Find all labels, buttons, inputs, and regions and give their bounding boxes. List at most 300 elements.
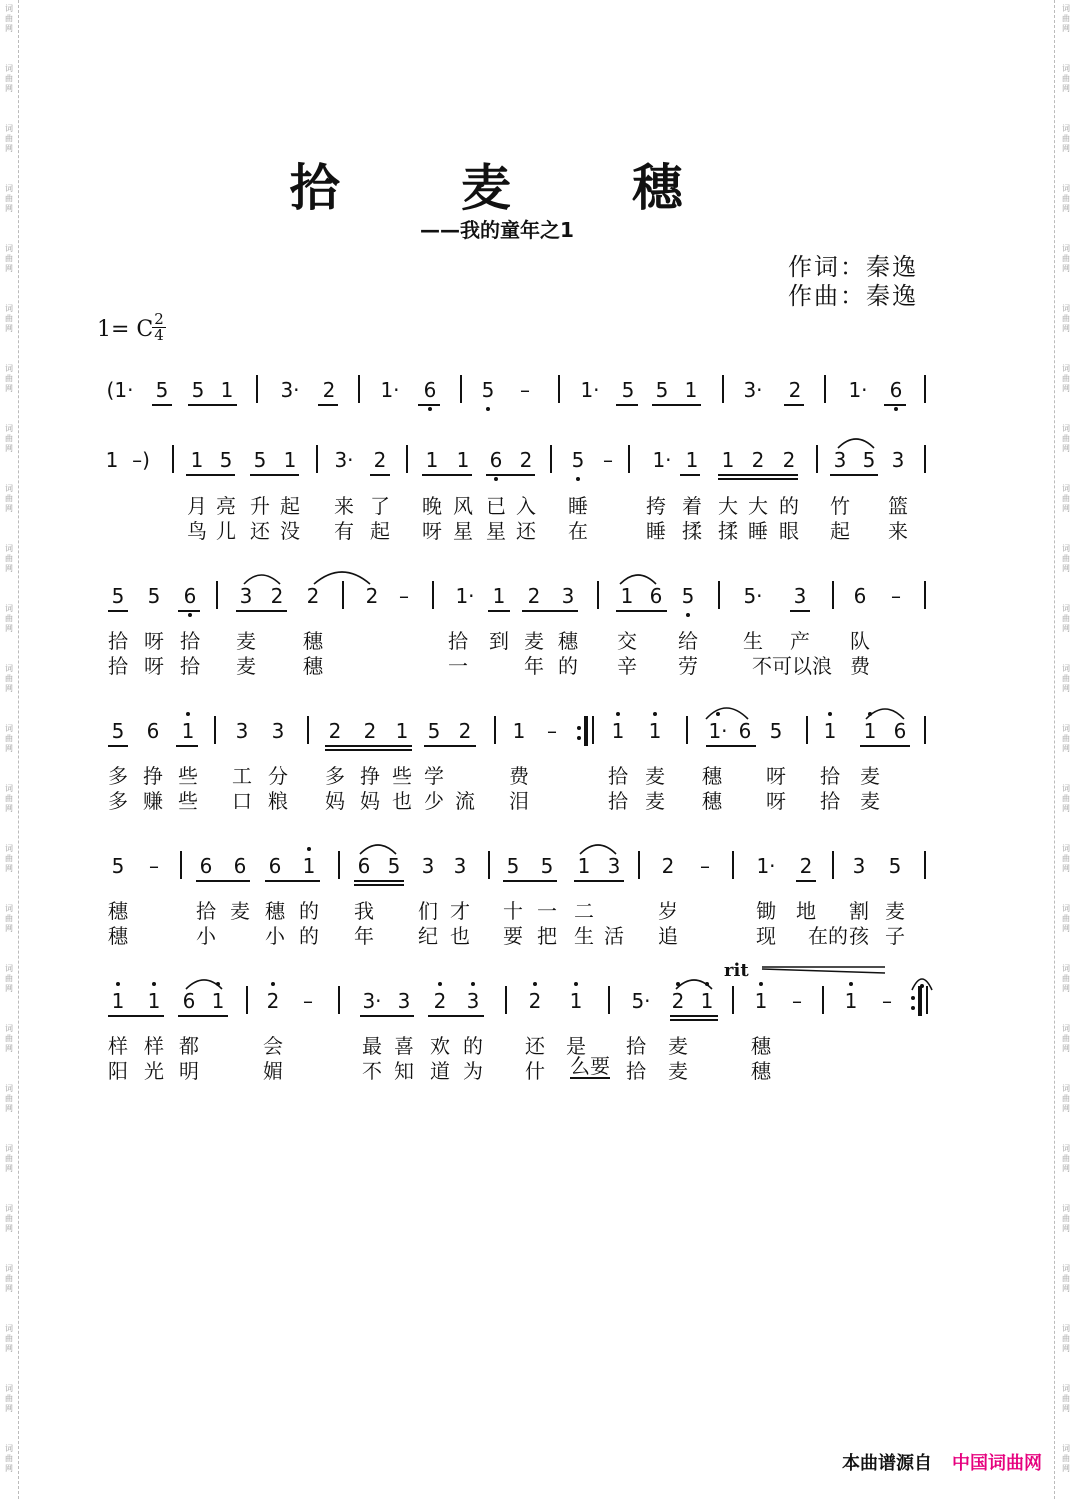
score-note: 2: [429, 989, 451, 1013]
beat-underline: [680, 474, 700, 476]
lyric-char: 我: [354, 899, 374, 923]
score-note: 2: [782, 448, 796, 472]
lyric-char: 鸟: [187, 519, 207, 543]
lyric-char: 麦: [885, 899, 905, 923]
score-note: 5: [111, 854, 125, 878]
score-note: 1: [177, 719, 199, 743]
score-note: 3: [453, 854, 467, 878]
score-note: 2: [788, 378, 802, 402]
lyric-char: 了: [370, 494, 390, 518]
beat-underline: [616, 610, 667, 612]
score-note: –: [303, 989, 313, 1013]
watermark-text: 词曲网: [5, 964, 13, 993]
score-note: 5: [540, 854, 554, 878]
watermark-text: 词曲网: [1062, 904, 1070, 933]
lyric-char: 睡: [748, 519, 768, 543]
lyric-char: 多: [108, 764, 128, 788]
time-signature: [152, 312, 166, 343]
bar-line: [550, 445, 552, 473]
lyric-char: 风: [453, 494, 473, 518]
lyric-char: 亮: [216, 494, 236, 518]
lyric-char: 一: [537, 899, 557, 923]
beat-underline: [318, 404, 338, 406]
repeat-dot: [577, 726, 581, 730]
lyric-char: 都: [179, 1034, 199, 1058]
bar-line: [628, 445, 630, 473]
bar-line: [608, 986, 610, 1014]
watermark-text: 词曲网: [5, 304, 13, 333]
fermata: [912, 979, 932, 990]
beat-underline: [424, 745, 476, 747]
bar-line: [316, 445, 318, 473]
score-note: 1: [105, 448, 119, 472]
lyric-char: 道: [430, 1059, 450, 1083]
beat-underline: [108, 1015, 164, 1017]
watermark-text: 词曲网: [5, 1384, 13, 1413]
watermark-text: 词曲网: [5, 1024, 13, 1053]
lyric-char: 麦: [860, 764, 880, 788]
score-note: 1: [859, 719, 881, 743]
lyric-char: 有: [334, 519, 354, 543]
watermark-text: 词曲网: [5, 844, 13, 873]
watermark-text: 词曲网: [1062, 4, 1070, 33]
score-note: 1: [395, 719, 409, 743]
beat-underline: [790, 610, 810, 612]
lyric-char: 挎: [646, 494, 666, 518]
score-note: 5: [155, 378, 169, 402]
lyric-char: 不: [362, 1059, 382, 1083]
lyric-char: 年: [354, 924, 374, 948]
watermark-text: 词曲网: [1062, 1444, 1070, 1473]
watermark-text: 词曲网: [1062, 1084, 1070, 1113]
lyric-char: 到: [489, 629, 509, 653]
score-note: –: [520, 378, 530, 402]
watermark-text: 词曲网: [5, 604, 13, 633]
lyric-char: 妈: [360, 789, 380, 813]
lyric-char: 辛: [617, 654, 637, 678]
bar-line: [338, 851, 340, 879]
bar-line: [558, 375, 560, 403]
score-note: 6: [146, 719, 160, 743]
watermark-text: 词曲网: [5, 364, 13, 393]
lyric-char: 穗: [702, 789, 722, 813]
lyric-char: 还: [516, 519, 536, 543]
lyric-char: 拾: [108, 654, 128, 678]
lyric-char: 要: [503, 924, 523, 948]
watermark-text: 词曲网: [1062, 184, 1070, 213]
lyric-char: 拾: [196, 899, 216, 923]
score-note: 1: [425, 448, 439, 472]
lyric-char: 拾: [608, 764, 628, 788]
lyric-char: 什: [525, 1059, 545, 1083]
lyric-char: 麦: [524, 629, 544, 653]
score-note: 5: [147, 584, 161, 608]
score-note: 5: [769, 719, 783, 743]
left-watermark-strip: [0, 0, 19, 1499]
lyric-char: 拾: [180, 654, 200, 678]
footer-source-label: 本曲谱源自: [842, 1453, 932, 1474]
watermark-text: 词曲网: [1062, 64, 1070, 93]
ritardando-mark: rit: [724, 960, 749, 981]
lyric-char: 起: [280, 494, 300, 518]
bar-line: [722, 375, 724, 403]
beat-underline: [718, 474, 798, 476]
lyric-char: 少: [424, 789, 444, 813]
lyric-char: 分: [268, 764, 288, 788]
score-note: 3·: [362, 989, 382, 1013]
score-note: 5: [655, 378, 669, 402]
bar-line: [246, 986, 248, 1014]
bar-line: [924, 716, 926, 744]
score-note: 3: [239, 584, 253, 608]
beat-underline: [178, 1015, 228, 1017]
beat-underline: [418, 404, 440, 406]
bar-line: [460, 375, 462, 403]
beat-underline: [360, 1015, 414, 1017]
beat-underline: [186, 474, 235, 476]
watermark-text: 词曲网: [1062, 1024, 1070, 1053]
lyric-char: 睡: [646, 519, 666, 543]
score-note: 1: [644, 719, 666, 743]
lyric-char: 拾: [820, 789, 840, 813]
lyric-char: 费: [509, 764, 529, 788]
score-note: 6: [182, 989, 196, 1013]
score-note: 3: [607, 854, 621, 878]
bar-line: [342, 581, 344, 609]
score-note: 5: [111, 584, 125, 608]
score-note: 5: [477, 378, 499, 402]
watermark-text: 词曲网: [1062, 244, 1070, 273]
score-note: 5·: [743, 584, 763, 608]
lyric-char: 口: [232, 789, 252, 813]
lyric-char: 多: [325, 764, 345, 788]
score-note: 3: [891, 448, 905, 472]
lyric-char: 小: [265, 924, 285, 948]
beat-underline: [830, 474, 878, 476]
lyric-char: 产: [790, 629, 810, 653]
lyric-char: 地: [796, 899, 816, 923]
score-note: 5: [191, 378, 205, 402]
bar-line: [686, 716, 688, 744]
score-note: 2: [458, 719, 472, 743]
lyric-char: 一: [448, 654, 468, 678]
beat-underline: [176, 745, 198, 747]
lyric-char: 媚: [263, 1059, 283, 1083]
lyric-char: 费: [850, 654, 870, 678]
lyric-char: 小: [196, 924, 216, 948]
lyric-char: 欢: [430, 1034, 450, 1058]
lyric-char: 喜: [394, 1034, 414, 1058]
repeat-bar-thin: [926, 986, 928, 1014]
lyric-char: 明: [179, 1059, 199, 1083]
lyric-char: 也: [392, 789, 412, 813]
score-note: 6: [649, 584, 663, 608]
score-note: 1: [207, 989, 229, 1013]
score-note: 6: [485, 448, 507, 472]
score-note: 2: [527, 584, 541, 608]
score-note: 6: [199, 854, 213, 878]
lyric-char: 眼: [779, 519, 799, 543]
lyric-char: 拾: [626, 1034, 646, 1058]
lyric-char: 的: [299, 924, 319, 948]
lyric-char: 拾: [448, 629, 468, 653]
bar-line: [180, 851, 182, 879]
beat-underline: [486, 474, 535, 476]
score-note: 6: [893, 719, 907, 743]
beat-underline: [428, 1015, 484, 1017]
beat-underline: [250, 474, 299, 476]
lyric-char: 拾: [180, 629, 200, 653]
score-note: 1: [684, 378, 698, 402]
song-title: 拾 麦 穗: [289, 158, 735, 217]
hairpin: [762, 969, 885, 973]
lyric-char: 在的: [808, 924, 848, 948]
score-note: 1: [220, 378, 234, 402]
score-note: 1·: [848, 378, 868, 402]
lyric-char: 现: [756, 924, 776, 948]
score-note: 6: [233, 854, 247, 878]
lyric-char: 麦: [645, 764, 665, 788]
beat-underline: [422, 474, 472, 476]
lyric-char: 呀: [144, 654, 164, 678]
score-note: 1: [298, 854, 320, 878]
lyric-char: 的: [463, 1034, 483, 1058]
score-note: 1: [143, 989, 165, 1013]
lyric-char: 些: [178, 764, 198, 788]
slur: [620, 575, 656, 584]
score-note: 3: [852, 854, 866, 878]
lyric-char: 追: [658, 924, 678, 948]
score-note: 3: [833, 448, 847, 472]
repeat-dot: [911, 1006, 915, 1010]
lyric-char: 竹: [830, 494, 850, 518]
score-note: 1: [190, 448, 204, 472]
watermark-text: 词曲网: [5, 544, 13, 573]
score-note: 2: [328, 719, 342, 743]
beat-underline: [178, 610, 200, 612]
lyric-char: 们: [418, 899, 438, 923]
score-note: 1: [565, 989, 587, 1013]
watermark-text: 词曲网: [1062, 1324, 1070, 1353]
score-note: 5·: [631, 989, 651, 1013]
watermark-text: 词曲网: [5, 484, 13, 513]
lyric-char: 呀: [766, 789, 786, 813]
score-note: 1: [577, 854, 591, 878]
lyric-char: 大: [748, 494, 768, 518]
score-note: 1: [283, 448, 297, 472]
bar-line: [924, 375, 926, 403]
beat-underline: [503, 880, 557, 882]
score-note: 3·: [743, 378, 763, 402]
watermark-text: 词曲网: [1062, 1384, 1070, 1413]
lyric-char: 穗: [108, 899, 128, 923]
lyric-char: 呀: [766, 764, 786, 788]
lyric-char: 妈: [325, 789, 345, 813]
repeat-bar: [584, 716, 588, 746]
key-signature: 1= C: [97, 317, 154, 342]
score-note: 1·: [652, 448, 672, 472]
bar-line: [732, 986, 734, 1014]
lyric-char: 穗: [558, 629, 578, 653]
lyric-char: 麦: [236, 629, 256, 653]
lyric-char: 穗: [702, 764, 722, 788]
score-note: 6: [885, 378, 907, 402]
lyric-char: 挣: [360, 764, 380, 788]
score-note: 6: [853, 584, 867, 608]
lyric-char: 是: [566, 1034, 586, 1058]
beat-underline: [796, 880, 816, 882]
song-subtitle: ——我的童年之1: [420, 218, 574, 242]
watermark-text: 词曲网: [5, 904, 13, 933]
lyric-char: 挣: [143, 764, 163, 788]
lyric-char: 麦: [645, 789, 665, 813]
lyric-char: 子: [885, 924, 905, 948]
score-note: 2: [373, 448, 387, 472]
score-note: 1: [840, 989, 862, 1013]
score-note: 5: [427, 719, 441, 743]
score-note: 1·: [455, 584, 475, 608]
lyric-char: 儿: [216, 519, 236, 543]
lyric-char: 才: [450, 899, 470, 923]
lyric-char: 拾: [626, 1059, 646, 1083]
watermark-text: 词曲网: [5, 244, 13, 273]
score-note: 5: [253, 448, 267, 472]
score-note: 2: [524, 989, 546, 1013]
beat-underline: [522, 610, 578, 612]
lyric-char: 揉: [718, 519, 738, 543]
lyric-char: 晚: [422, 494, 442, 518]
score-note: –: [700, 854, 710, 878]
lyric-char: 升: [250, 494, 270, 518]
lyricist-credit: 作词：秦逸: [788, 253, 918, 281]
lyric-char: 赚: [143, 789, 163, 813]
score-note: 5: [862, 448, 876, 472]
beat-underline: [884, 404, 906, 406]
score-note: 1: [492, 584, 506, 608]
watermark-text: 词曲网: [5, 1204, 13, 1233]
score-note: –: [547, 719, 557, 743]
lyric-char: 些: [178, 789, 198, 813]
beat-underline: [325, 745, 412, 747]
lyric-char: 来: [888, 519, 908, 543]
bar-line: [488, 851, 490, 879]
watermark-text: 词曲网: [5, 1324, 13, 1353]
score-note: 2: [363, 719, 377, 743]
score-note: –: [882, 989, 892, 1013]
lyric-char: 起: [830, 519, 850, 543]
bar-line: [358, 375, 360, 403]
score-note: 6: [179, 584, 201, 608]
watermark-text: 词曲网: [5, 1144, 13, 1173]
bar-line: [216, 581, 218, 609]
score-note: 3: [462, 989, 484, 1013]
lyric-char: 穗: [751, 1034, 771, 1058]
score-note: 2: [262, 989, 284, 1013]
lyric-char: 二: [574, 899, 594, 923]
score-note: 1: [607, 719, 629, 743]
slur: [360, 845, 396, 854]
lyric-char: 粮: [268, 789, 288, 813]
lyric-char: 最: [362, 1034, 382, 1058]
score-note: 1·: [698, 719, 738, 743]
lyric-char: 穗: [108, 924, 128, 948]
watermark-text: 词曲网: [5, 184, 13, 213]
score-note: 5: [621, 378, 635, 402]
watermark-text: 词曲网: [1062, 484, 1070, 513]
watermark-text: 词曲网: [5, 4, 13, 33]
lyric-char: 岁: [658, 899, 678, 923]
score-note: 2: [661, 854, 675, 878]
lyric-char: 不可以浪: [752, 654, 832, 678]
score-note: –: [603, 448, 613, 472]
beat-underline: [108, 610, 128, 612]
bar-line: [432, 581, 434, 609]
score-note: 2: [270, 584, 284, 608]
watermark-text: 词曲网: [1062, 304, 1070, 333]
score-note: 1: [620, 584, 634, 608]
lyric-char: 大: [718, 494, 738, 518]
score-note: 1·: [380, 378, 400, 402]
beat-underline: [718, 478, 798, 480]
score-note: 3: [397, 989, 411, 1013]
score-note: 6: [419, 378, 441, 402]
bar-line: [832, 581, 834, 609]
lyric-char: 麦: [668, 1059, 688, 1083]
score-note: 5: [111, 719, 125, 743]
score-note: 5: [888, 854, 902, 878]
bar-line: [924, 445, 926, 473]
bar-line: [256, 375, 258, 403]
score-note: 3·: [280, 378, 300, 402]
score-note: 1: [107, 989, 129, 1013]
beat-underline: [188, 404, 237, 406]
watermark-text: 词曲网: [1062, 1144, 1070, 1173]
bar-line: [307, 716, 309, 744]
lyric-char: 还: [250, 519, 270, 543]
bar-line: [822, 986, 824, 1014]
watermark-text: 词曲网: [1062, 364, 1070, 393]
repeat-bar: [918, 986, 922, 1016]
composer-credit: 作曲：秦逸: [788, 282, 918, 310]
score-note: 2: [751, 448, 765, 472]
lyric-char: 割: [849, 899, 869, 923]
beat-underline: [354, 884, 404, 886]
time-signature-top: 2: [154, 310, 164, 328]
score-note: –: [399, 584, 409, 608]
lyric-char: 麦: [668, 1034, 688, 1058]
score-note: 6: [738, 719, 752, 743]
lyric-char: 纪: [418, 924, 438, 948]
lyric-char: 穗: [303, 654, 323, 678]
lyric-char: 会: [263, 1034, 283, 1058]
lyric-char: 把: [537, 924, 557, 948]
bar-line: [214, 716, 216, 744]
bar-line: [338, 986, 340, 1014]
watermark-text: 词曲网: [5, 124, 13, 153]
lyric-char: 的: [558, 654, 578, 678]
watermark-text: 词曲网: [1062, 604, 1070, 633]
watermark-text: 词曲网: [5, 664, 13, 693]
score-note: 2: [799, 854, 813, 878]
watermark-text: 词曲网: [1062, 424, 1070, 453]
score-note: 3: [793, 584, 807, 608]
lyric-char: 也: [450, 924, 470, 948]
beat-underline: [784, 404, 804, 406]
score-note: –): [132, 448, 150, 472]
score-note: (1·: [106, 378, 134, 402]
lyric-char: 孩: [849, 924, 869, 948]
footer-site-link[interactable]: 中国词曲网: [952, 1453, 1042, 1474]
